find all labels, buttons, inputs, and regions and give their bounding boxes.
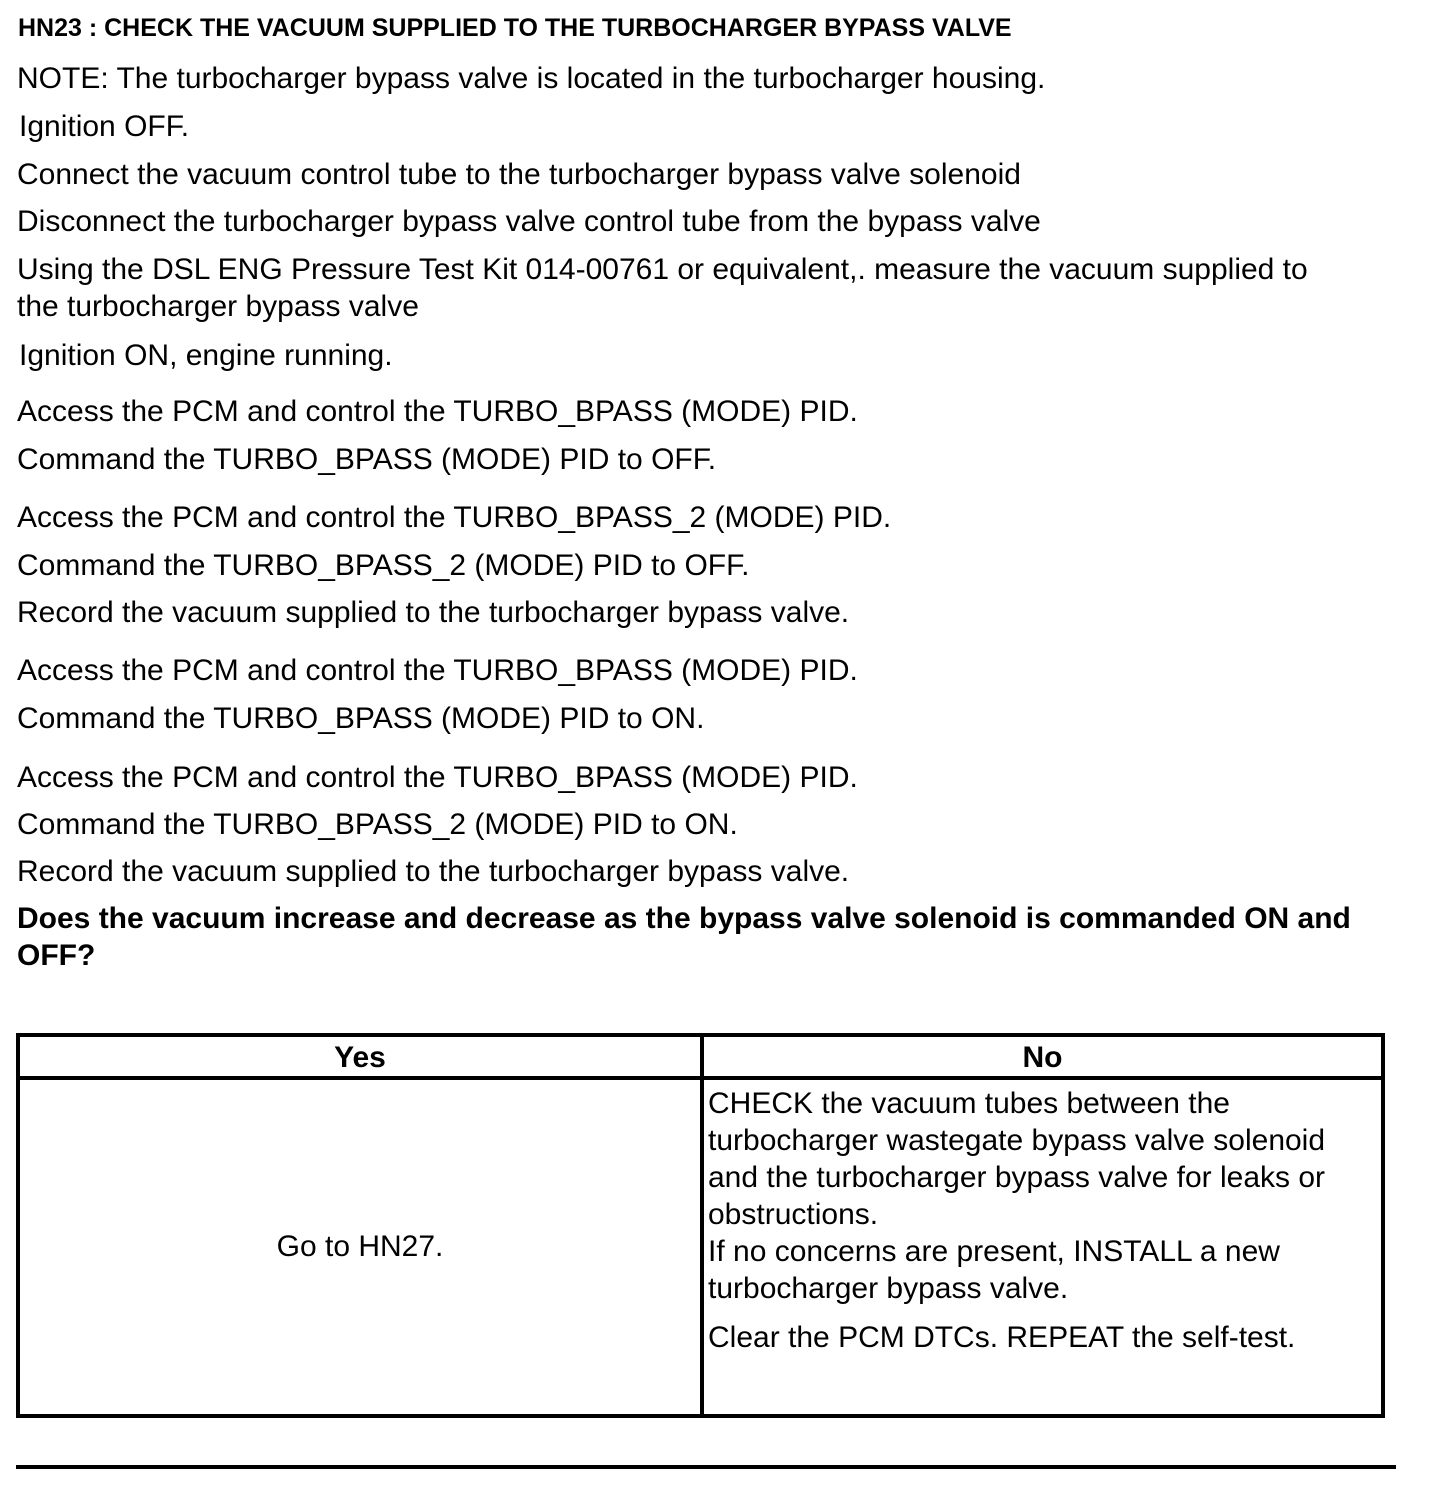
step-line: Command the TURBO_BPASS_2 (MODE) PID to ON.	[17, 808, 738, 841]
step-line: Connect the vacuum control tube to the turbocharger bypass valve solenoid	[17, 158, 1021, 191]
no-action-text: CHECK the vacuum tubes between the turbocharger wastegate bypass valve solenoid and the turbocharger bypass valve for leaks or obstructions.	[708, 1087, 1326, 1231]
no-action-text: If no concerns are present, INSTALL a new turbocharger bypass valve.	[708, 1235, 1280, 1305]
step-line: Ignition ON, engine running.	[19, 339, 393, 372]
step-line: Record the vacuum supplied to the turbocharger bypass valve.	[17, 596, 850, 629]
no-action-text: Clear the PCM DTCs. REPEAT the self-test.	[708, 1321, 1296, 1354]
yes-action-cell	[20, 1080, 700, 1414]
bottom-divider	[16, 1465, 1396, 1469]
decision-table	[16, 1033, 1385, 1418]
step-line: Access the PCM and control the TURBO_BPASS (MODE) PID.	[17, 654, 858, 687]
step-line: Command the TURBO_BPASS (MODE) PID to OFF.	[17, 443, 717, 476]
no-action-cell	[708, 1085, 1373, 1356]
step-heading: HN23 : CHECK THE VACUUM SUPPLIED TO THE TURBOCHARGER BYPASS VALVE	[18, 14, 1012, 42]
yes-action-text: Go to HN27.	[276, 1230, 444, 1263]
step-line: Command the TURBO_BPASS (MODE) PID to ON.	[17, 702, 705, 735]
step-line: Access the PCM and control the TURBO_BPASS (MODE) PID.	[17, 761, 858, 794]
no-column-header: No	[1022, 1041, 1063, 1074]
decision-question: Does the vacuum increase and decrease as the bypass valve solenoid is commanded ON and OFF?	[17, 902, 1351, 972]
step-line: Command the TURBO_BPASS_2 (MODE) PID to OFF.	[17, 549, 750, 582]
step-line: Ignition OFF.	[19, 110, 190, 143]
column-divider	[700, 1037, 704, 1414]
note-text: NOTE: The turbocharger bypass valve is located in the turbocharger housing.	[17, 62, 1046, 95]
yes-column-header: Yes	[334, 1041, 386, 1074]
step-line: Using the DSL ENG Pressure Test Kit 014-00761 or equivalent,. measure the vacuum supplied to the turbocharger bypass valve	[17, 253, 1308, 323]
step-line: Access the PCM and control the TURBO_BPASS (MODE) PID.	[17, 395, 858, 428]
step-line: Record the vacuum supplied to the turbocharger bypass valve.	[17, 855, 850, 888]
step-line: Disconnect the turbocharger bypass valve control tube from the bypass valve	[17, 205, 1041, 238]
step-line: Access the PCM and control the TURBO_BPASS_2 (MODE) PID.	[17, 501, 892, 534]
